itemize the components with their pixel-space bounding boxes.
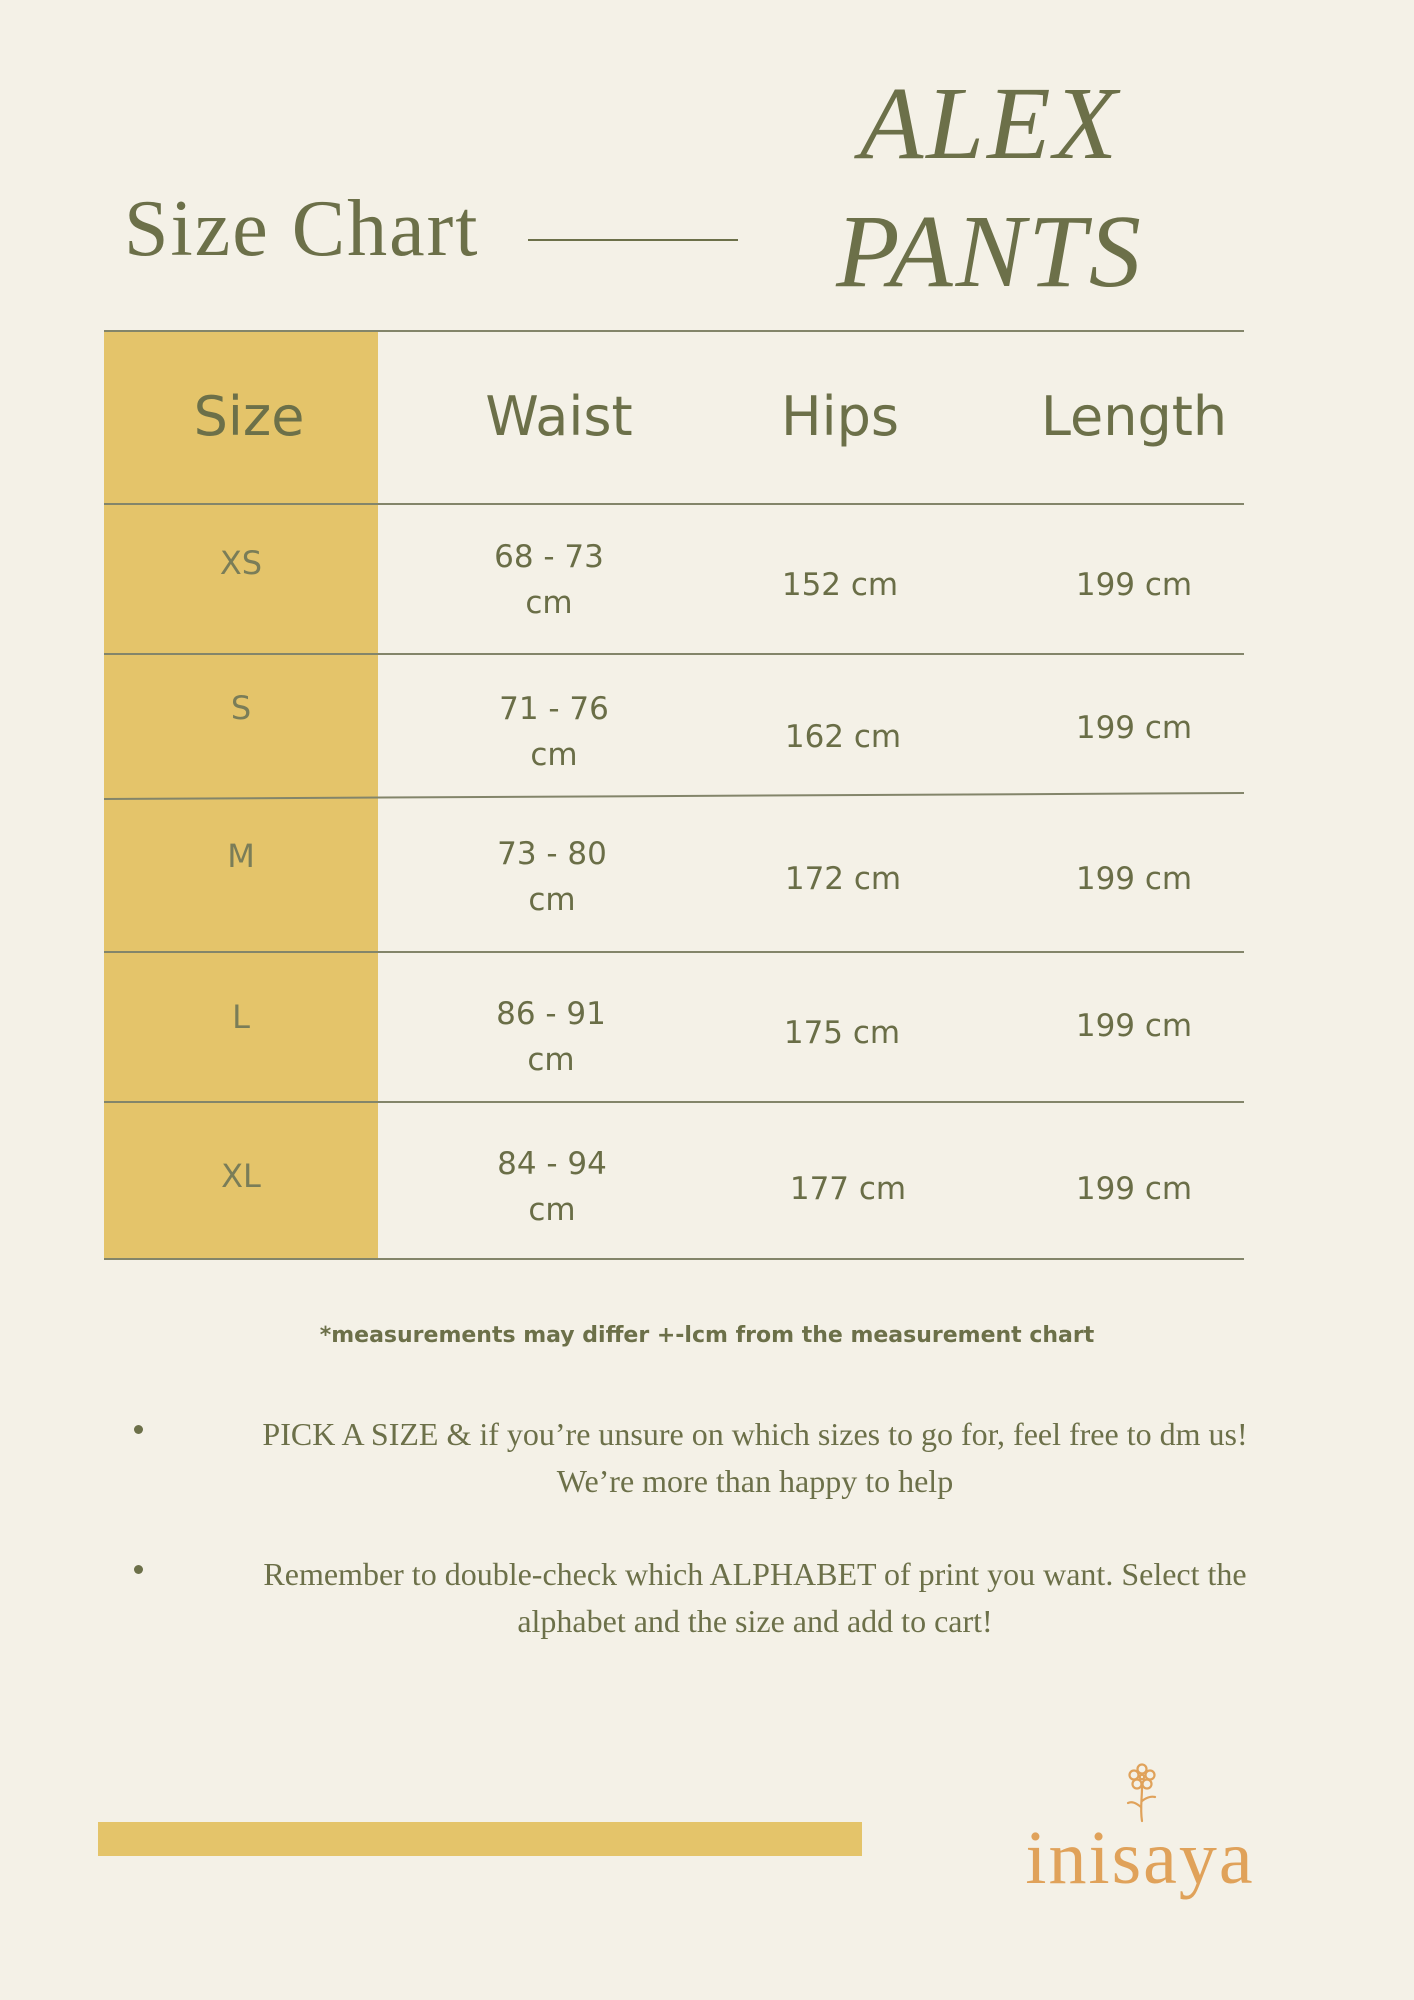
hips-value: 175 cm [783,1015,901,1051]
note-item [120,1551,1320,1645]
row-divider [104,1101,1244,1103]
waist-value [447,1137,657,1237]
size-label: S [230,689,252,727]
product-name-line-1: ALEX [859,66,1121,181]
column-header-waist: Waist [485,385,633,448]
waist-range: 68 - 73 [494,539,604,575]
note-list [120,1411,1320,1505]
length-value: 199 cm [1075,1008,1193,1044]
waist-unit: cm [527,1042,575,1078]
row-divider [104,653,1244,655]
footer-accent-bar [98,1822,862,1856]
brand-logo [1010,1755,1270,1900]
column-header-hips: Hips [780,385,900,448]
waist-unit: cm [528,1192,576,1228]
note-list [120,1551,1320,1645]
length-value: 199 cm [1075,861,1193,897]
length-value: 199 cm [1075,710,1193,746]
size-label: XL [221,1157,261,1195]
column-header-size: Size [193,385,305,448]
product-name [790,60,1190,316]
column-header-length: Length [1040,385,1228,448]
bullet-icon [134,1425,143,1434]
brand-name: inisaya [1025,1816,1255,1900]
size-label: L [232,998,250,1036]
hips-value: 177 cm [789,1171,907,1207]
length-value: 199 cm [1075,1171,1193,1207]
note-text-line-2: We’re more than happy to help [556,1463,954,1499]
note-text-line-1: PICK A SIZE & if you’re unsure on which sizes to go for, feel free to dm us! [262,1416,1248,1452]
size-label: XS [219,544,263,582]
title-divider [528,239,738,241]
waist-range: 71 - 76 [499,691,609,727]
length-value: 199 cm [1075,567,1193,603]
row-divider [104,951,1244,953]
size-label: M [227,837,255,875]
table-bottom-rule [104,1258,1244,1260]
waist-range: 84 - 94 [497,1146,607,1182]
waist-unit: cm [525,585,573,621]
waist-value [447,827,657,927]
measurement-footnote: *measurements may differ +-lcm from the measurement chart [319,1323,1095,1348]
hips-value: 172 cm [784,861,902,897]
note-text-line-2: alphabet and the size and add to cart! [517,1603,993,1639]
waist-value [446,987,656,1087]
hips-value: 152 cm [781,567,899,603]
waist-value [449,682,659,782]
size-table [104,330,1244,1260]
row-divider [104,503,1244,505]
waist-range: 73 - 80 [497,836,607,872]
product-name-line-2: PANTS [836,194,1144,309]
bullet-icon [134,1565,143,1574]
waist-unit: cm [528,882,576,918]
waist-value [444,530,654,630]
note-item [120,1411,1320,1505]
hips-value: 162 cm [784,719,902,755]
waist-range: 86 - 91 [496,996,606,1032]
waist-unit: cm [530,737,578,773]
note-text-line-1: Remember to double-check which ALPHABET of print you want. Select the [263,1556,1247,1592]
page-title: Size Chart [124,185,480,273]
